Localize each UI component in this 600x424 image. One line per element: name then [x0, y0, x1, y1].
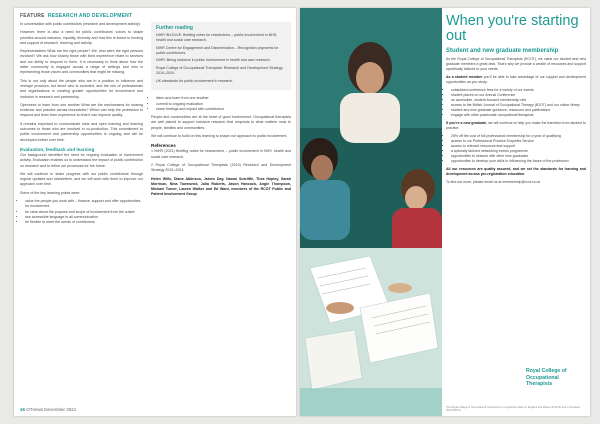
student-heading: As a student member [446, 75, 483, 79]
closing-paragraph [446, 167, 586, 177]
graduate-intro-text: we will continue to help you make the transition from student to practice: [446, 121, 586, 130]
closing-text: All our resources are quality assured, and we set the standards for learning and development across pre-registration education. [446, 167, 586, 176]
list-item: • commit to ongoing evaluation [156, 102, 291, 107]
list-item: • use accessible language in all communication [25, 215, 143, 220]
left-column [20, 22, 143, 229]
evaluation-heading: Evaluation, feedback and learning [20, 146, 95, 152]
further-reading-title: Further reading [156, 25, 193, 31]
running-head-section: RESEARCH AND DEVELOPMENT [47, 13, 133, 19]
reading-item: UK standards for public involvement in research. [156, 78, 234, 83]
reading-item: NIHR Centre for Engagement and Dissemination – Recognition payments for public contributors. [156, 45, 279, 55]
list-item: • listen and learn from one another [156, 96, 291, 101]
charity-fineprint: The Royal College of Occupational Therapists is a registered charity in England and Wales (275119) and in Scotland (SCO39573). [446, 405, 580, 413]
body-paragraph: Some of the key learning points were: [20, 190, 81, 195]
list-item: • share findings and impact with contributors [156, 107, 291, 112]
graduate-heading: If you're a new graduate, [446, 121, 488, 125]
further-reading-box [151, 22, 291, 90]
reading-item: NIHR: Being inclusive in public involvement in health and care research. [156, 58, 271, 63]
body-paragraph: In conversation with public contributors (research and development activity). [20, 22, 141, 26]
graduate-intro [446, 121, 586, 131]
students-studying-image [300, 8, 442, 416]
list-item: • 25% off the cost of full professional membership for a year of qualifying [451, 134, 586, 139]
list-item: • access to our Professional Practice Enquiries Service [451, 139, 586, 144]
right-page [300, 8, 590, 416]
list-item: • opportunities to develop your skills in influencing the future of the profession [451, 159, 586, 164]
list-item: • access to the British Journal of Occupational Therapy (BJOT) and our online library [451, 103, 586, 108]
list-item: • opportunities to network with other new graduates [451, 154, 586, 159]
page-folio [20, 407, 76, 412]
body-paragraph: Our background identified the need for ongoing evaluation of involvement activity. Evaluation enables us to understand the impact of public contribution on research and to refine our processes for the future. [20, 152, 143, 168]
body-paragraph: Representatives What are the right people? We, who were the right persons involved? We ask how closely those with lived experience relate to services and our ability to respond to them. It is necessary to think about how the wider community is engaged across a range of settings and who is representing those voices and communities that might be missing. [20, 49, 143, 75]
list-item: • student places on our Annual Conference [451, 93, 586, 98]
reference-item: 1 NIHR (2021) Briefing notes for researchers – public involvement in NHS, health and social care research. [151, 149, 291, 159]
list-item: • a specially tailored networking events programme [451, 149, 586, 154]
contact-paragraph: To find out more, please email us at membership@rcot.co.uk [446, 180, 541, 184]
body-paragraph: We will continue to build on this learning to shape our approach to public involvement. [151, 134, 288, 139]
references-heading: References [151, 143, 176, 149]
body-paragraph: It remains important to communicate clear and open learning and learning outcomes to those who are involved in co-production. This commitment to public involvement and partnership opportunities is ongoing and will be developed further over time. [20, 121, 143, 142]
page-subtitle: Student and new graduate membership [446, 48, 559, 54]
list-item: • an accessible, student-focused membership rate [451, 98, 586, 103]
body-paragraph: This is not only about the people who are in a position to influence and reshape provision, but about who is excluded, and the role of professionals and organisations in creating greater opportunities for involvement and inclusion in research and partnership. [20, 78, 143, 99]
reading-item: Royal College of Occupational Therapists' Research and Development Strategy 2019–2024. [156, 65, 283, 76]
membership-panel [446, 14, 586, 188]
intro-paragraph: As the Royal College of Occupational Therapists (RCOT), we value our student and new graduate members a great deal. That's why we provide a wealth of resources and support specifically tailored to your needs. [446, 57, 586, 71]
list-item: • student and new graduate guidance, resources and publications [451, 108, 586, 113]
running-head [20, 13, 132, 19]
student-benefits-list [446, 88, 586, 118]
list-item: • access to relevant resources and support [451, 144, 586, 149]
logo-line: Royal College of [526, 368, 567, 374]
list-item: • subsidised conference fees for a variety of our events [451, 88, 586, 93]
learning-points-list-cont [151, 96, 291, 112]
right-column [151, 22, 291, 201]
page-title: When you're starting out [446, 13, 579, 44]
student-intro [446, 75, 586, 85]
authors-credit [151, 177, 291, 198]
student-intro-text: you'll be able to take advantage of our support and development opportunities as you study: [446, 75, 586, 84]
page-number: 46 [20, 407, 26, 412]
students-photo [300, 8, 442, 416]
reading-item: NIHR INVOLVE: Briefing notes for researchers – public involvement in NHS, health and social care research. [156, 33, 278, 43]
logo-line: Therapists [526, 381, 553, 387]
rcot-logo [526, 368, 586, 388]
learning-points-list [20, 199, 143, 225]
running-head-feature: FEATURE [20, 13, 45, 19]
logo-line: Occupational [526, 374, 559, 381]
authors-names: Helen Wills, Diane Atkinson, James Day, Naomi Sutcliffe, Thea Hopley, Sarah Morrison, Nina Townsend, Julia Roberts, Jason Hancock, Angie Thompson, Michael Turner, Lauren Walker and Ed Ward, members of the RCOT Public and Patient Involvement Group [151, 176, 291, 197]
reference-item: 2 Royal College of Occupational Therapists (2019) Research and Development Strategy 2019–2024. [151, 162, 291, 173]
body-paragraph: We will continue to share progress with our public contributors through regular updates and newsletters, and we will work with them to improve our approach over time. [20, 171, 143, 187]
body-paragraph: Openness to learn from one another What are the mechanisms for sharing evidence and practice across boundaries? Which can help the profession to respond and learn from experience so that it can improve quality. [20, 102, 143, 118]
issue-label: OTnews December 2021 [26, 407, 77, 412]
list-item: • be flexible to meet the needs of contributors [25, 220, 143, 225]
list-item: • value the people you work with – finance, support and offer opportunities for involvement [25, 199, 143, 210]
graduate-benefits-list [446, 134, 586, 164]
list-item: • engage with other passionate occupational therapists [451, 113, 586, 118]
list-item: • be clear about the purpose and scope of involvement from the outset [25, 210, 143, 215]
left-page [14, 8, 296, 416]
body-paragraph: People and communities are at the heart of good involvement. Occupational therapists are well placed to support inclusive research that responds to what matters most to people, families and communities. [151, 115, 291, 130]
body-paragraph: However, there is also a need for public contributors' voices to shape priorities around inclusion, equality, diversity and how this is linked to funding and support of research, learning and activity. [20, 30, 143, 45]
